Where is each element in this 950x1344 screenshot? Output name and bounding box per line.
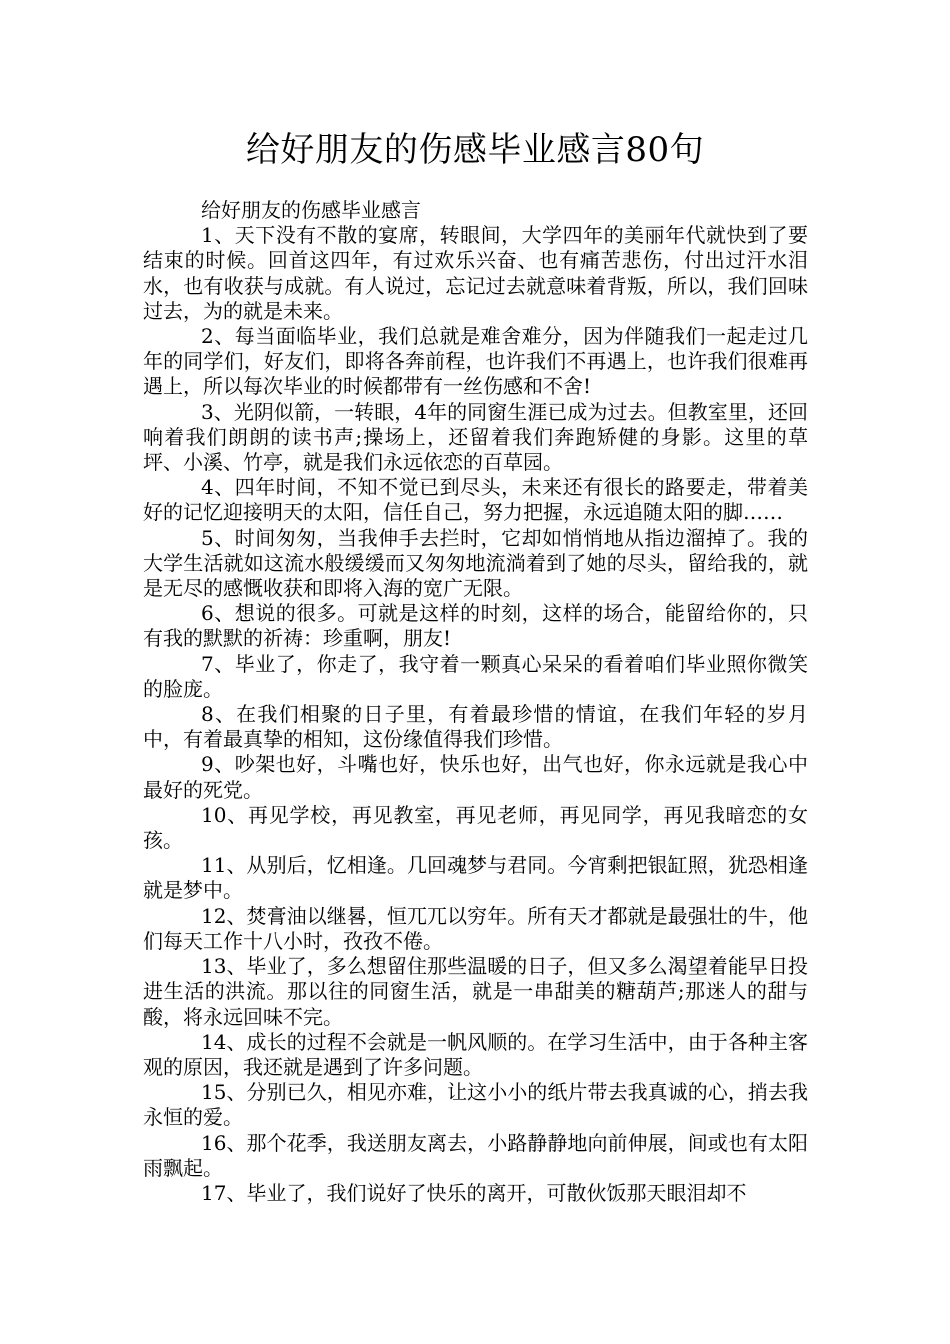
paragraph: 3、光阴似箭，一转眼，4年的同窗生涯已成为过去。但教室里，还回响着我们朗朗的读书声;操场上，还留着我们奔跑矫健的身影。这里的草坪、小溪、竹亭，就是我们永远依恋的百草园。 [143, 399, 808, 475]
paragraph: 6、想说的很多。可就是这样的时刻，这样的场合，能留给你的，只有我的默默的祈祷：珍重啊，朋友! [143, 601, 808, 651]
paragraph: 5、时间匆匆，当我伸手去拦时，它却如悄悄地从指边溜掉了。我的大学生活就如这流水般缓缓而又匆匆地流淌着到了她的尽头，留给我的，就是无尽的感慨收获和即将入海的宽广无限。 [143, 525, 808, 601]
document-subtitle: 给好朋友的伤感毕业感言 [201, 198, 421, 222]
document-title: 给好朋友的伤感毕业感言80句 [245, 130, 705, 170]
paragraph: 2、每当面临毕业，我们总就是难舍难分，因为伴随我们一起走过几年的同学们，好友们，即将各奔前程，也许我们不再遇上，也许我们很难再遇上，所以每次毕业的时候都带有一丝伤感和不舍! [143, 324, 808, 399]
paragraph: 14、成长的过程不会就是一帆风顺的。在学习生活中，由于各种主客观的原因，我还就是遇到了许多问题。 [143, 1029, 808, 1079]
paragraph: 4、四年时间，不知不觉已到尽头，未来还有很长的路要走，带着美好的记忆迎接明天的太阳，信任自己，努力把握，永远追随太阳的脚…… [143, 475, 808, 525]
paragraph: 13、毕业了，多么想留住那些温暖的日子，但又多么渴望着能早日投进生活的洪流。那以往的同窗生活，就是一串甜美的糖葫芦;那迷人的甜与酸，将永远回味不完。 [143, 954, 808, 1029]
paragraph: 8、在我们相聚的日子里，有着最珍惜的情谊，在我们年轻的岁月中，有着最真挚的相知，这份缘值得我们珍惜。 [143, 702, 808, 752]
paragraph: 15、分别已久，相见亦难，让这小小的纸片带去我真诚的心，捎去我永恒的爱。 [143, 1080, 808, 1130]
paragraph: 11、从别后，忆相逢。几回魂梦与君同。今宵剩把银缸照，犹恐相逢就是梦中。 [143, 853, 808, 903]
paragraph: 17、毕业了，我们说好了快乐的离开，可散伙饭那天眼泪却不 [201, 1180, 747, 1205]
paragraph: 9、吵架也好，斗嘴也好，快乐也好，出气也好，你永远就是我心中最好的死党。 [143, 752, 808, 802]
paragraph: 16、那个花季，我送朋友离去，小路静静地向前伸展，间或也有太阳雨飘起。 [143, 1130, 808, 1180]
paragraph: 10、再见学校，再见教室，再见老师，再见同学，再见我暗恋的女孩。 [143, 802, 808, 853]
paragraph: 1、天下没有不散的宴席，转眼间，大学四年的美丽年代就快到了要结束的时候。回首这四年，有过欢乐兴奋、也有痛苦悲伤，付出过汗水泪水，也有收获与成就。有人说过，忘记过去就意味着背叛，所以，我们回味过去，为的就是未来。 [143, 223, 808, 323]
paragraph: 7、毕业了，你走了，我守着一颗真心呆呆的看着咱们毕业照你微笑的脸庞。 [143, 651, 808, 701]
document-body [143, 198, 808, 1206]
paragraph: 12、焚膏油以继晷，恒兀兀以穷年。所有天才都就是最强壮的牛，他们每天工作十八小时，孜孜不倦。 [143, 903, 808, 953]
